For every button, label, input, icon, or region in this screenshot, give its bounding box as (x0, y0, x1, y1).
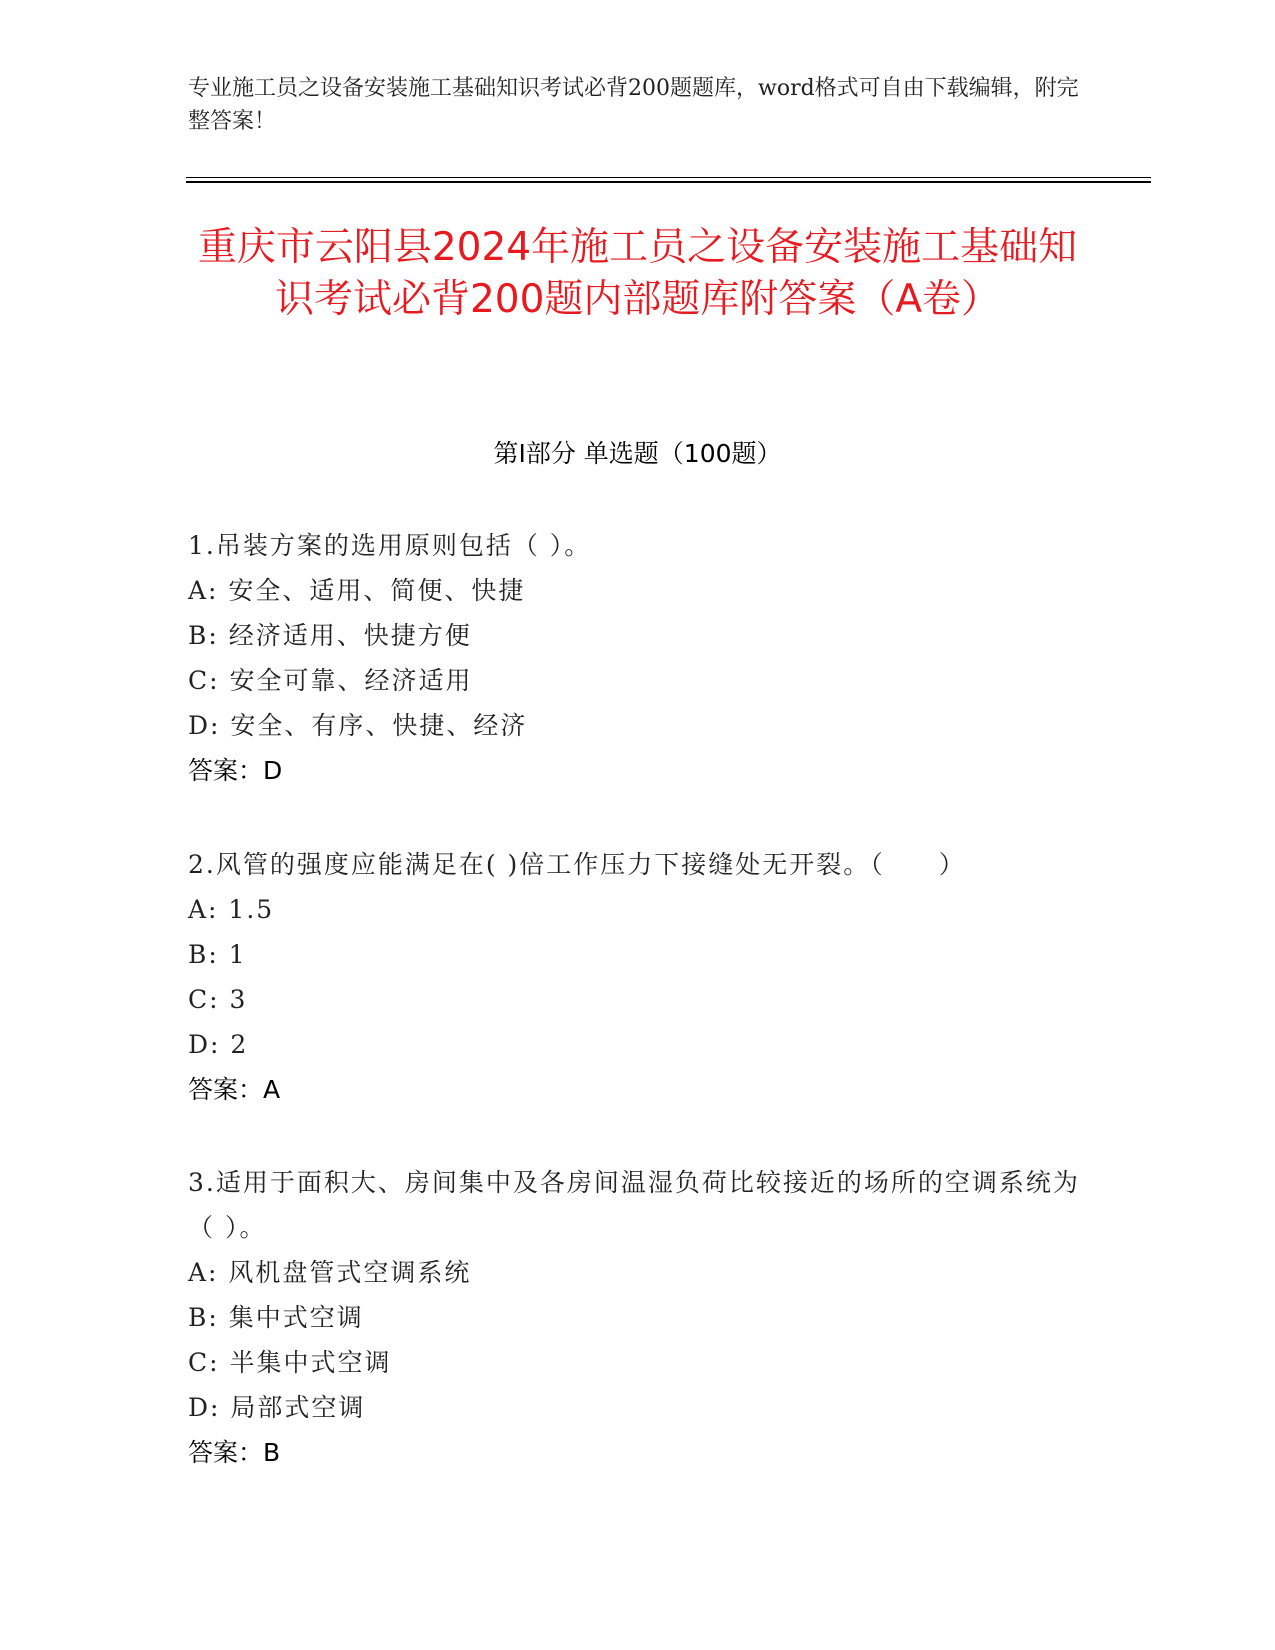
section-title: 第I部分 单选题（100题） (493, 439, 782, 468)
option-c: C: 半集中式空调 (188, 1348, 392, 1377)
answer: 答案：D (188, 756, 283, 785)
option-d: D: 安全、有序、快捷、经济 (188, 711, 528, 740)
question-stem: 1.吊装方案的选用原则包括（ ）。 (188, 531, 592, 560)
question-2 (188, 842, 1088, 1112)
option-c: C: 3 (188, 985, 248, 1014)
option-d: D: 局部式空调 (188, 1393, 366, 1422)
question-3 (188, 1160, 1088, 1475)
answer: 答案：B (188, 1438, 281, 1467)
answer: 答案：A (188, 1075, 281, 1104)
question-1 (188, 523, 1088, 793)
option-a: A: 1.5 (188, 895, 275, 924)
document-title: 重庆市云阳县2024年施工员之设备安装施工基础知识考试必背200题内部题库附答案（A卷） (197, 225, 1078, 322)
option-b: B: 1 (188, 940, 247, 969)
question-stem: 3.适用于面积大、房间集中及各房间温湿负荷比较接近的场所的空调系统为（ ）。 (188, 1168, 1080, 1242)
question-stem: 2.风管的强度应能满足在( )倍工作压力下接缝处无开裂。（ ） (188, 850, 966, 879)
header-note: 专业施工员之设备安装施工基础知识考试必背200题题库，word格式可自由下载编辑，附完整答案！ (188, 76, 1079, 134)
option-c: C: 安全可靠、经济适用 (188, 666, 473, 695)
option-d: D: 2 (188, 1030, 249, 1059)
header-rule-thick (186, 181, 1151, 183)
option-a: A: 安全、适用、简便、快捷 (188, 576, 526, 605)
option-a: A: 风机盘管式空调系统 (188, 1258, 472, 1287)
option-b: B: 经济适用、快捷方便 (188, 621, 472, 650)
header-rule-thin (186, 177, 1151, 178)
option-b: B: 集中式空调 (188, 1303, 364, 1332)
